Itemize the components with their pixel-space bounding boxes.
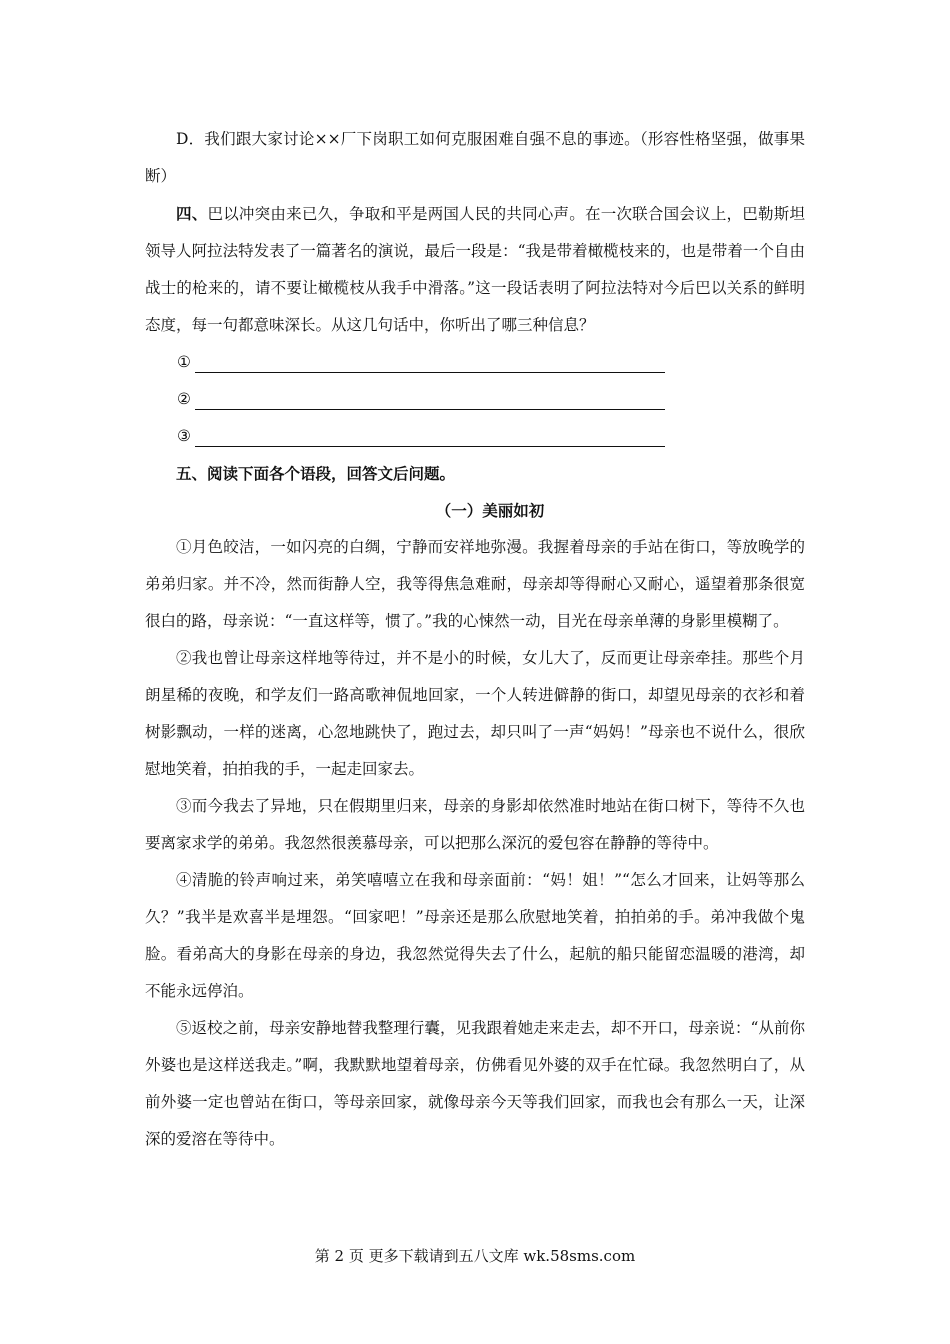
passage-paragraph-1: ①月色皎洁，一如闪亮的白绸，宁静而安祥地弥漫。我握着母亲的手站在街口，等放晚学的弟弟归家。并不冷，然而街静人空，我等得焦急难耐，母亲却等得耐心又耐心，遥望着那条很宽很白的路，母亲说：“一直这样等，惯了。”我的心悚然一动，目光在母亲单薄的身影里模糊了。 [145, 538, 805, 630]
answer-line-1[interactable] [145, 344, 805, 381]
question-four-label: 四、 [176, 204, 208, 223]
answer-line-3[interactable] [145, 418, 805, 455]
answer-blank-3[interactable] [195, 422, 665, 447]
answer-blank-1[interactable] [195, 348, 665, 373]
answer-number-3: ③ [177, 427, 191, 445]
passage-paragraph-4: ④清脆的铃声响过来，弟笑嘻嘻立在我和母亲面前：“妈！姐！”“怎么才回来，让妈等那么久？”我半是欢喜半是埋怨。“回家吧！”母亲还是那么欣慰地笑着，拍拍弟的手。弟冲我做个鬼脸。看弟高大的身影在母亲的身边，我忽然觉得失去了什么，起航的船只能留恋温暖的港湾，却不能永远停泊。 [145, 871, 805, 1000]
answer-line-2[interactable] [145, 381, 805, 418]
answer-number-2: ② [177, 390, 191, 408]
question-four-paragraph [145, 195, 805, 344]
passage-paragraph-2: ②我也曾让母亲这样地等待过，并不是小的时候，女儿大了，反而更让母亲牵挂。那些个月朗星稀的夜晚，和学友们一路高歌神侃地回家，一个人转进僻静的街口，却望见母亲的衣衫和着树影飘动，一样的迷离，心忽地跳快了，跑过去，却只叫了一声“妈妈！”母亲也不说什么，很欣慰地笑着，拍拍我的手，一起走回家去。 [145, 649, 805, 778]
page-content [145, 121, 805, 1158]
question-four-text: 巴以冲突由来已久，争取和平是两国人民的共同心声。在一次联合国会议上，巴勒斯坦领导人阿拉法特发表了一篇著名的演说，最后一段是：“我是带着橄榄枝来的，也是带着一个自由战士的枪来的，请不要让橄榄枝从我手中滑落。”这一段话表明了阿拉法特对今后巴以关系的鲜明态度，每一句都意味深长。从这几句话中，你听出了哪三种信息？ [145, 205, 805, 334]
passage-paragraph-5: ⑤返校之前，母亲安静地替我整理行囊，见我跟着她走来走去，却不开口，母亲说：“从前你外婆也是这样送我走。”啊，我默默地望着母亲，仿佛看见外婆的双手在忙碌。我忽然明白了，从前外婆一定也曾站在街口，等母亲回家，就像母亲今天等我们回家，而我也会有那么一天，让深深的爱溶在等待中。 [145, 1019, 805, 1148]
question-five-title: 五、阅读下面各个语段，回答文后问题。 [176, 464, 456, 483]
option-d-paragraph: D．我们跟大家讨论××厂下岗职工如何克服困难自强不息的事迹。（形容性格坚强，做事果断） [145, 130, 805, 185]
passage-paragraph-3: ③而今我去了异地，只在假期里归来，母亲的身影却依然准时地站在街口树下，等待不久也要离家求学的弟弟。我忽然很羡慕母亲，可以把那么深沉的爱包容在静静的等待中。 [145, 797, 805, 852]
answer-blank-2[interactable] [195, 385, 665, 410]
passage-subtitle: （一）美丽如初 [435, 501, 545, 520]
page-footer: 第 2 页 更多下载请到五八文库 wk.58sms.com [314, 1247, 636, 1265]
answer-number-1: ① [177, 353, 191, 371]
